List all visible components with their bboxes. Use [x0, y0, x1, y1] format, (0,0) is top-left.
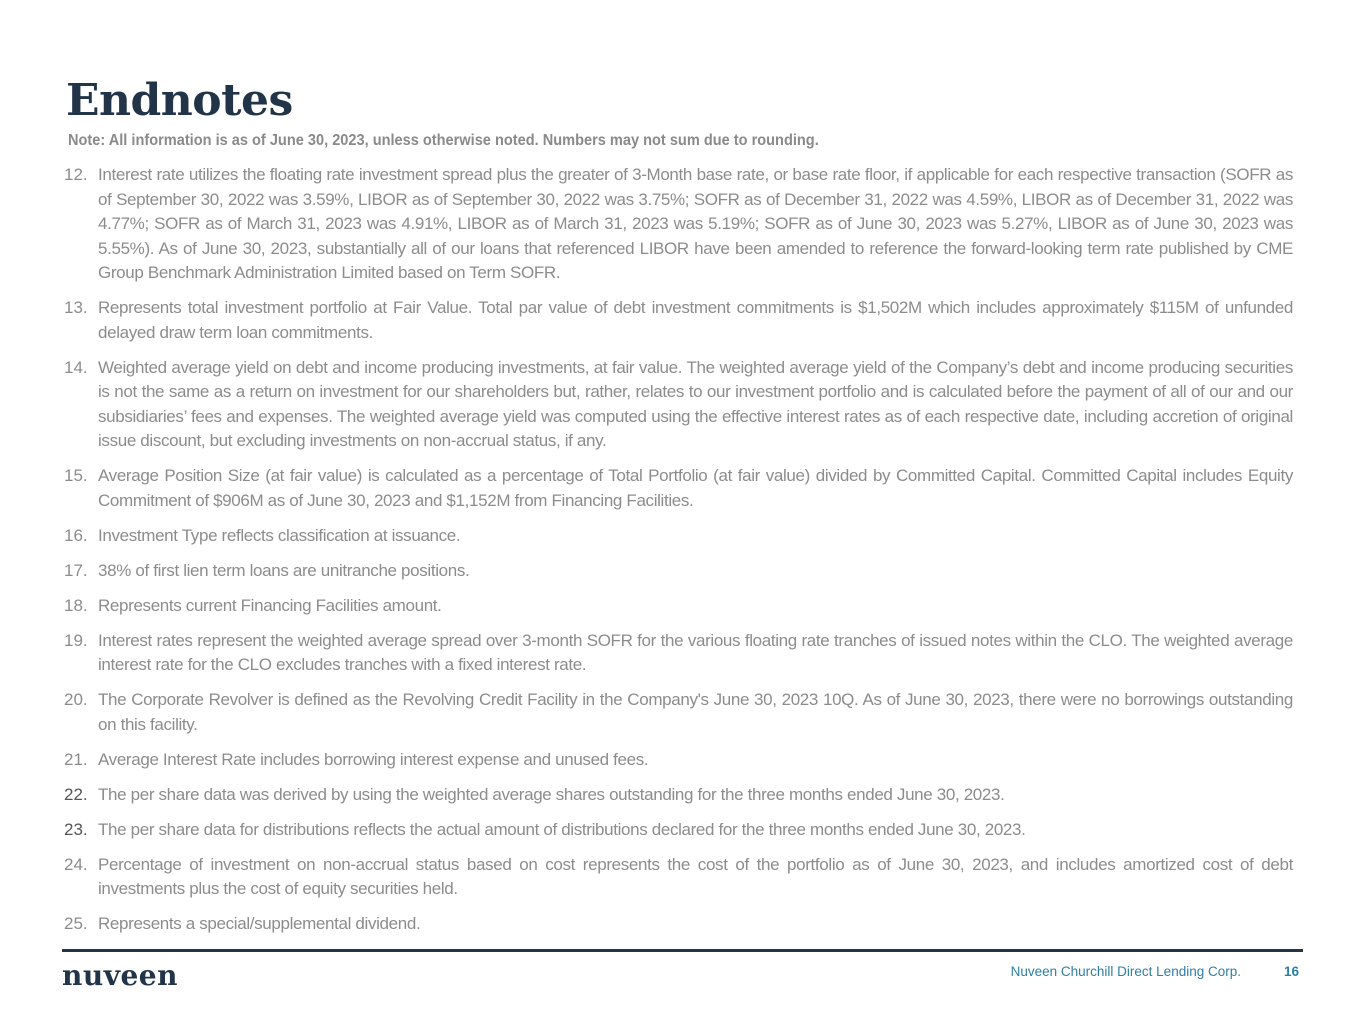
- endnote-text: Weighted average yield on debt and income producing investments, at fair value. The weighted average yield of the Company’s debt and income producing securities is not the same as a return on investment for our shareholders but, rather, relates to our investment portfolio and is calculated before the payment of all of our and our subsidiaries’ fees and expenses. The weighted average yield was computed using the effective interest rates as of each respective date, including accretion of original issue discount, but excluding investments on non-accrual status, if any.: [98, 357, 1293, 450]
- endnote-text: Average Position Size (at fair value) is calculated as a percentage of Total Portfolio (at fair value) divided by Committed Capital. Committed Capital includes Equity Commitment of $906M as of June 30, 2023 and $1,152M from Financing Facilities.: [98, 466, 1293, 510]
- footer-divider: [62, 949, 1303, 952]
- endnote-20: [64, 688, 1293, 737]
- general-note: Note: All information is as of June 30, 2023, unless otherwise noted. Numbers may not sum due to rounding.: [68, 132, 819, 149]
- endnote-text: The per share data was derived by using the weighted average shares outstanding for the three months ended June 30, 2023.: [98, 784, 1005, 804]
- endnote-text: Percentage of investment on non-accrual status based on cost represents the cost of the portfolio as of June 30, 2023, and includes amortized cost of debt investments plus the cost of equity securities held.: [98, 854, 1293, 898]
- endnote-text: Interest rates represent the weighted average spread over 3-month SOFR for the various floating rate tranches of issued notes within the CLO. The weighted average interest rate for the CLO excludes tranches with a fixed interest rate.: [98, 630, 1293, 674]
- endnote-text: Investment Type reflects classification at issuance.: [98, 525, 461, 545]
- endnote-12: [64, 163, 1293, 286]
- endnote-text: Represents total investment portfolio at Fair Value. Total par value of debt investment commitments is $1,502M which includes approximately $115M of unfunded delayed draw term loan commitments.: [98, 298, 1293, 342]
- endnote-23: [64, 818, 1293, 843]
- endnote-19: [64, 629, 1293, 678]
- page-title: Endnotes: [66, 75, 293, 126]
- endnote-25: [64, 912, 1293, 937]
- endnote-number: 17.: [64, 560, 88, 580]
- endnote-text: Represents current Financing Facilities amount.: [98, 595, 442, 615]
- endnote-text: The Corporate Revolver is defined as the Revolving Credit Facility in the Company's June 30, 2023 10Q. As of June 30, 2023, there were no borrowings outstanding on this facility.: [98, 690, 1293, 734]
- endnote-number: 18.: [64, 595, 88, 615]
- endnote-number: 21.: [64, 749, 88, 769]
- endnote-17: [64, 559, 1293, 584]
- endnote-22: [64, 783, 1293, 808]
- endnote-number: 16.: [64, 525, 88, 545]
- endnote-text: The per share data for distributions reflects the actual amount of distributions declared for the three months ended June 30, 2023.: [98, 819, 1026, 839]
- endnote-number: 13.: [64, 298, 88, 317]
- endnote-16: [64, 524, 1293, 549]
- endnote-21: [64, 748, 1293, 773]
- endnote-number: 22.: [64, 784, 88, 804]
- endnote-number: 25.: [64, 914, 88, 933]
- endnote-text: Interest rate utilizes the floating rate investment spread plus the greater of 3-Month base rate, or base rate floor, if applicable for each respective transaction (SOFR as of September 30, 2022 was 3.59%, LIBOR as of September 30, 2022 was 3.75%; SOFR as of December 31, 2022 was 4.59%, LIBOR as of December 31, 2022 was 4.77%; SOFR as of March 31, 2023 was 4.91%, LIBOR as of March 31, 2023 was 5.19%; SOFR as of June 30, 2023 was 5.27%, LIBOR as of June 30, 2023 was 5.55%). As of June 30, 2023, substantially all of our loans that referenced LIBOR have been amended to reference the forward-looking term rate published by CME Group Benchmark Administration Limited based on Term SOFR.: [98, 165, 1293, 282]
- endnote-number: 20.: [64, 690, 88, 709]
- endnote-text: 38% of first lien term loans are unitranche positions.: [98, 560, 470, 580]
- footer-company-name: Nuveen Churchill Direct Lending Corp.: [1010, 964, 1241, 979]
- endnote-number: 12.: [64, 165, 88, 184]
- endnote-number: 23.: [64, 819, 88, 839]
- endnote-13: [64, 296, 1293, 345]
- endnotes-list: [64, 163, 1293, 947]
- page-number: 16: [1283, 964, 1299, 979]
- endnote-text: Represents a special/supplemental dividend.: [98, 914, 421, 933]
- endnote-18: [64, 594, 1293, 619]
- endnote-number: 15.: [64, 466, 88, 485]
- endnote-number: 19.: [64, 630, 88, 650]
- endnote-15: [64, 464, 1293, 513]
- endnote-text: Average Interest Rate includes borrowing interest expense and unused fees.: [98, 749, 649, 769]
- endnote-number: 14.: [64, 357, 88, 377]
- endnote-24: [64, 853, 1293, 902]
- nuveen-logo: nuveen: [62, 959, 178, 992]
- endnote-number: 24.: [64, 854, 88, 874]
- endnote-14: [64, 356, 1293, 454]
